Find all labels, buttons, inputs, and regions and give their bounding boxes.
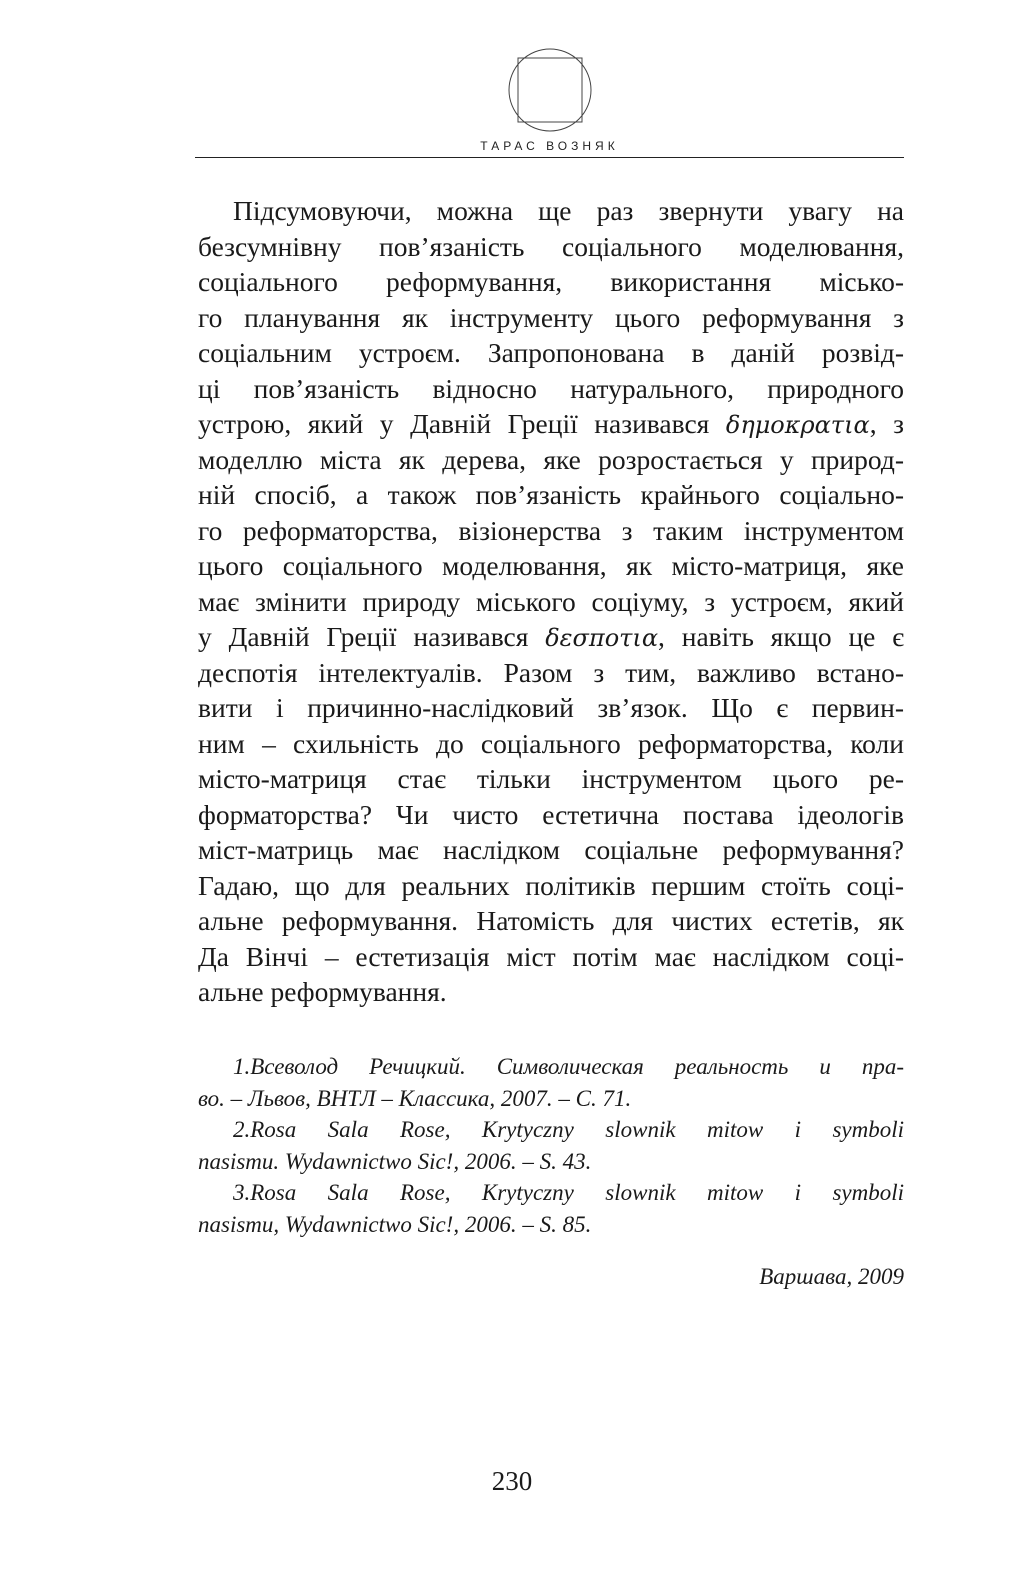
text-line: моделлю міста як дерева, яке розростається у природ- xyxy=(198,443,904,475)
text-line: міст-матриць має наслідком соціальне реформування? xyxy=(198,834,904,865)
main-paragraph xyxy=(198,193,904,1010)
place-date-signature: Варшава, 2009 xyxy=(759,1264,904,1289)
text-line: місто-матриця стає тільки інструментом цього ре- xyxy=(198,763,904,794)
text-line: Гадаю, що для реальних політиків першим стоїть соці- xyxy=(198,869,904,901)
text-line: Підсумовуючи, можна ще раз звернути увагу на xyxy=(233,195,904,226)
text-line: соціальним устроєм. Запропонована в даній розвід- xyxy=(198,337,904,368)
footnote-line: 1.Всеволод Речицкий. Символическая реальность и пра- xyxy=(233,1054,904,1079)
header-rule xyxy=(195,157,904,158)
greek-term: δημοκρατια xyxy=(725,411,870,439)
text-line: альне реформування. xyxy=(198,976,447,1007)
text-line: ці пов’язаність відносно натурального, природного xyxy=(198,372,904,404)
text-line: соціального реформування, використання місько- xyxy=(198,266,904,297)
page-number: 230 xyxy=(491,1466,533,1496)
text-fragment: у Давній Греції називався xyxy=(198,621,546,652)
text-line: безсумнівну пов’язаність соціального моделювання, xyxy=(198,230,904,262)
footnote-line: nasismu, Wydawnictwo Sic!, 2006. – S. 85. xyxy=(198,1211,592,1237)
running-head: ТАРАС ВОЗНЯК xyxy=(480,139,619,153)
text-line: має змінити природу міського соціуму, з устроєм, який xyxy=(198,585,904,617)
text-fragment: устрою, який у Давній Греції називався xyxy=(198,408,726,439)
text-line: ній спосіб, а також пов’язаність крайнього соціально- xyxy=(198,479,904,510)
text-line xyxy=(198,619,904,655)
footnote-line: 2.Rosa Sala Rose, Krytyczny slownik mitow i symboli xyxy=(233,1117,904,1142)
text-line: вити і причинно-наслідковий зв’язок. Що є первин- xyxy=(198,692,904,723)
text-line: ним – схильність до соціального реформаторства, коли xyxy=(198,727,904,759)
text-fragment: , з xyxy=(869,408,904,439)
text-line: Да Вінчі – естетизація міст потім має наслідком соці- xyxy=(198,940,904,972)
greek-term: δεσποτια xyxy=(545,624,659,652)
text-fragment: , навіть якщо це є xyxy=(658,621,904,652)
text-line: альне реформування. Натомість для чистих естетів, як xyxy=(198,905,904,936)
text-line xyxy=(198,406,904,442)
text-line: го планування як інструменту цього реформування з xyxy=(198,301,904,333)
text-line: деспотія інтелектуалів. Разом з тим, важливо встано- xyxy=(198,656,904,688)
footnote-line: 3.Rosa Sala Rose, Krytyczny slownik mitow i symboli xyxy=(233,1180,904,1205)
footnote-line: nasismu. Wydawnictwo Sic!, 2006. – S. 43. xyxy=(198,1148,592,1174)
text-line: цього соціального моделювання, як місто-матриця, яке xyxy=(198,550,904,581)
text-line: форматорства? Чи чисто естетична постава ідеологів xyxy=(198,798,904,830)
footnote-line: во. – Львов, ВНТЛ – Классика, 2007. – С. 71. xyxy=(198,1085,632,1111)
circle-square-logo xyxy=(508,47,592,133)
footnotes xyxy=(198,1051,904,1240)
text-line: го реформаторства, візіонерства з таким інструментом xyxy=(198,514,904,546)
